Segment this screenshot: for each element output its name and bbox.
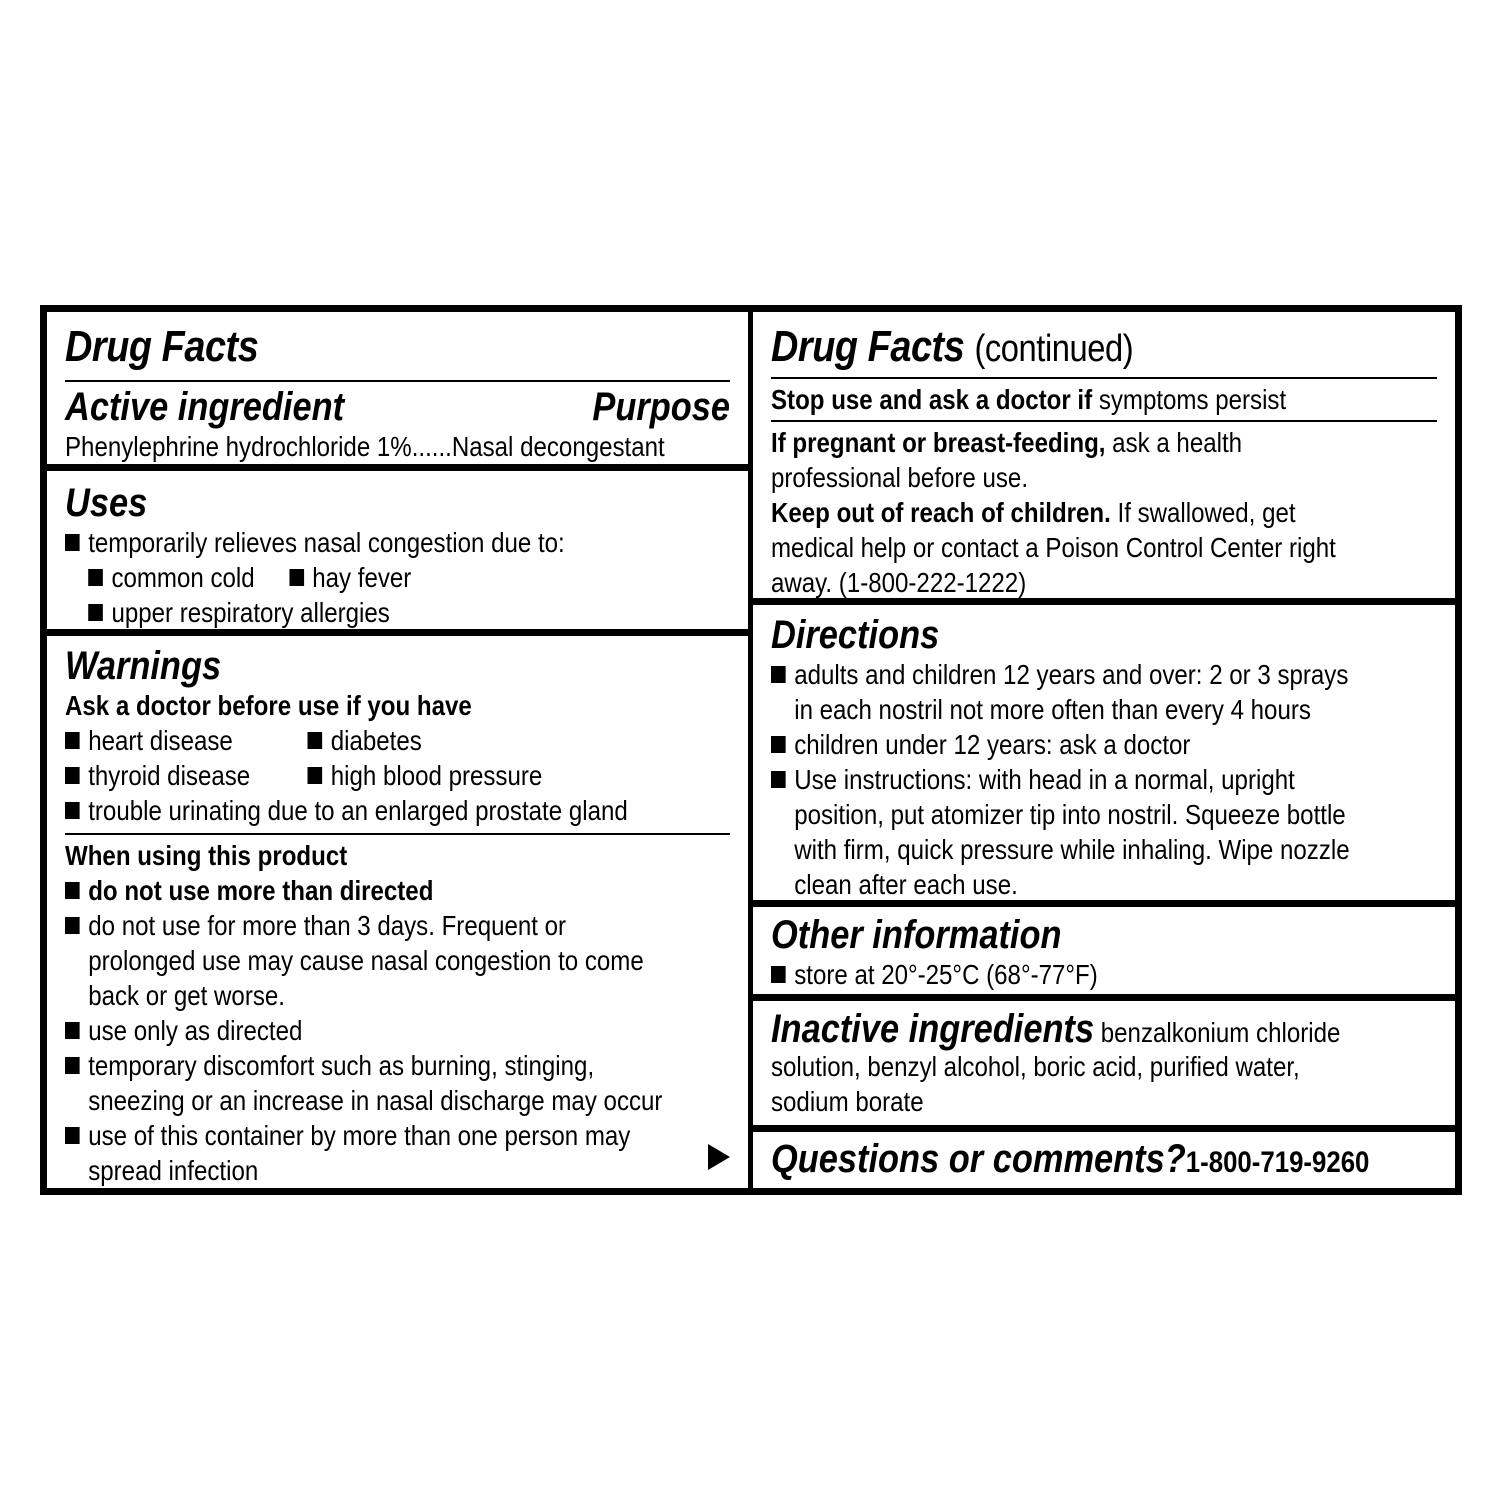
direction-item-cont: with firm, quick pressure while inhaling. Wipe nozzle (794, 834, 1350, 865)
keep-out-line-cont: medical help or contact a Poison Control Center right (771, 532, 1336, 563)
warning-item-cont: spread infection (88, 1155, 259, 1186)
bullet-icon (88, 569, 103, 586)
direction-item: children under 12 years: ask a doctor (771, 727, 1344, 762)
bullet-icon (771, 771, 786, 788)
label-frame (40, 305, 1462, 1195)
condition-row (65, 758, 637, 793)
purpose-heading: Purpose (592, 385, 730, 429)
bullet-icon (65, 732, 80, 749)
bullet-icon (65, 1057, 80, 1074)
other-info-heading: Other information (771, 913, 1062, 957)
inactive-line: sodium borate (771, 1086, 924, 1117)
questions-heading: Questions or comments? (771, 1137, 1186, 1181)
directions-panel (753, 605, 1455, 900)
when-using-heading: When using this product (65, 840, 348, 871)
bullet-icon (771, 736, 786, 753)
bullet-icon (771, 966, 786, 983)
uses-subitems-row (65, 560, 637, 595)
questions-panel (753, 1132, 1455, 1188)
ask-doctor-heading: Ask a doctor before use if you have (65, 690, 472, 721)
bullet-icon (65, 534, 80, 551)
directions-heading: Directions (771, 613, 940, 657)
uses-sub-common-cold: common cold (111, 562, 255, 593)
active-ingredient-heading: Active ingredient (65, 385, 345, 429)
warning-item-cont: sneezing or an increase in nasal discharge may occur (88, 1085, 663, 1116)
divider (771, 420, 1437, 422)
other-info-panel (753, 907, 1455, 994)
warnings-heading: Warnings (65, 644, 222, 688)
pregnant-line: If pregnant or breast-feeding, ask a health (771, 427, 1243, 458)
warning-item: use of this container by more than one person may (65, 1118, 637, 1153)
keep-out-line: Keep out of reach of children. If swallowed, get (771, 497, 1296, 528)
bullet-icon (88, 604, 103, 621)
left-column (47, 312, 748, 1188)
inactive-heading-line: Inactive ingredients benzalkonium chloride (771, 1007, 1341, 1051)
divider (65, 380, 730, 382)
bullet-icon (308, 767, 323, 784)
active-ingredient-line: Phenylephrine hydrochloride 1%......Nasal decongestant (65, 431, 665, 462)
questions-phone: 1-800-719-9260 (1185, 1146, 1370, 1179)
bullet-icon (65, 767, 80, 784)
bullet-icon (65, 1127, 80, 1144)
bullet-icon (308, 732, 323, 749)
bullet-icon (771, 666, 786, 683)
uses-heading: Uses (65, 481, 148, 525)
keep-out-line-cont: away. (1-800-222-1222) (771, 567, 1027, 598)
condition-heart-disease: heart disease (88, 725, 233, 756)
inactive-line: solution, benzyl alcohol, boric acid, purified water, (771, 1051, 1300, 1082)
direction-item-cont: clean after each use. (794, 869, 1018, 900)
drug-facts-continued-title: Drug Facts (continued) (771, 322, 1134, 371)
warning-item-cont: back or get worse. (88, 980, 285, 1011)
condition-diabetes: diabetes (330, 725, 422, 756)
condition-row (65, 723, 637, 758)
warning-item: do not use more than directed (65, 873, 637, 908)
direction-item-cont: position, put atomizer tip into nostril. Squeeze bottle (794, 799, 1346, 830)
direction-item: adults and children 12 years and over: 2 or 3 sprays (771, 657, 1344, 692)
condition-blood-pressure: high blood pressure (330, 760, 543, 791)
drug-facts-label (40, 305, 1462, 1195)
uses-sub-hay-fever: hay fever (312, 562, 412, 593)
other-info-item: store at 20°-25°C (68°-77°F) (771, 957, 1344, 992)
warnings-panel (47, 636, 748, 1188)
bullet-icon (65, 917, 80, 934)
divider (65, 833, 730, 835)
condition-prostate: trouble urinating due to an enlarged prostate gland (65, 793, 637, 828)
bullet-icon (289, 569, 304, 586)
warning-item-cont: prolonged use may cause nasal congestion to come (88, 945, 644, 976)
uses-subitem-allergies: upper respiratory allergies (65, 595, 637, 629)
inactive-ingredients-panel (753, 1001, 1455, 1125)
pregnant-line-cont: professional before use. (771, 462, 1029, 493)
warning-item: use only as directed (65, 1013, 637, 1048)
warning-item: do not use for more than 3 days. Frequent or (65, 908, 637, 943)
bullet-icon (65, 802, 80, 819)
bullet-icon (65, 882, 80, 899)
drug-facts-title: Drug Facts (65, 322, 259, 371)
right-column (753, 312, 1455, 1188)
active-ingredient-header (65, 385, 730, 429)
uses-panel (47, 471, 748, 629)
questions-line (771, 1136, 1370, 1186)
continue-arrow-icon (708, 1144, 730, 1170)
divider (771, 377, 1437, 379)
condition-thyroid: thyroid disease (88, 760, 251, 791)
stop-use-line: Stop use and ask a doctor if symptoms persist (771, 384, 1287, 415)
warning-item: temporary discomfort such as burning, stinging, (65, 1048, 637, 1083)
direction-item-cont: in each nostril not more often than every 4 hours (794, 694, 1311, 725)
continued-panel (753, 312, 1455, 598)
active-ingredient-panel (47, 312, 748, 464)
bullet-icon (65, 1022, 80, 1039)
uses-item: temporarily relieves nasal congestion due to: (65, 525, 637, 560)
direction-item: Use instructions: with head in a normal, upright (771, 762, 1344, 797)
